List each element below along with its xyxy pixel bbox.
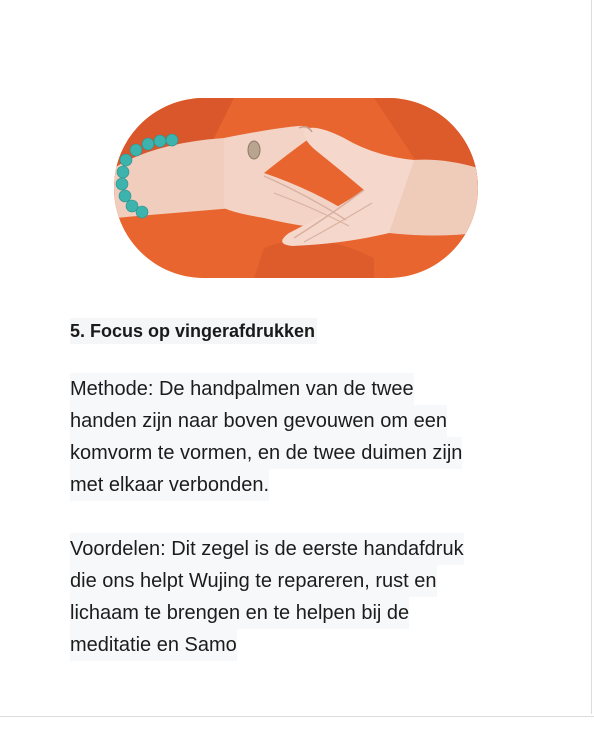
method-line: Methode: De handpalmen van de twee bbox=[70, 373, 414, 405]
method-line: komvorm te vormen, en de twee duimen zijn bbox=[70, 437, 462, 469]
method-paragraph bbox=[70, 373, 540, 501]
benefit-line: lichaam te brengen en te helpen bij de bbox=[70, 597, 409, 629]
mudra-hands-illustration bbox=[114, 98, 478, 278]
mudra-hands-photo bbox=[114, 98, 478, 278]
article-body bbox=[70, 316, 540, 661]
section-heading: 5. Focus op vingerafdrukken bbox=[70, 318, 317, 344]
page-border-right bbox=[591, 0, 592, 714]
page-border-bottom bbox=[0, 716, 594, 717]
benefit-line: Voordelen: Dit zegel is de eerste handafdruk bbox=[70, 533, 464, 565]
method-line: met elkaar verbonden. bbox=[70, 469, 269, 501]
benefits-paragraph bbox=[70, 533, 540, 661]
benefit-line: meditatie en Samo bbox=[70, 629, 237, 661]
benefit-line: die ons helpt Wujing te repareren, rust en bbox=[70, 565, 437, 597]
method-line: handen zijn naar boven gevouwen om een bbox=[70, 405, 447, 437]
